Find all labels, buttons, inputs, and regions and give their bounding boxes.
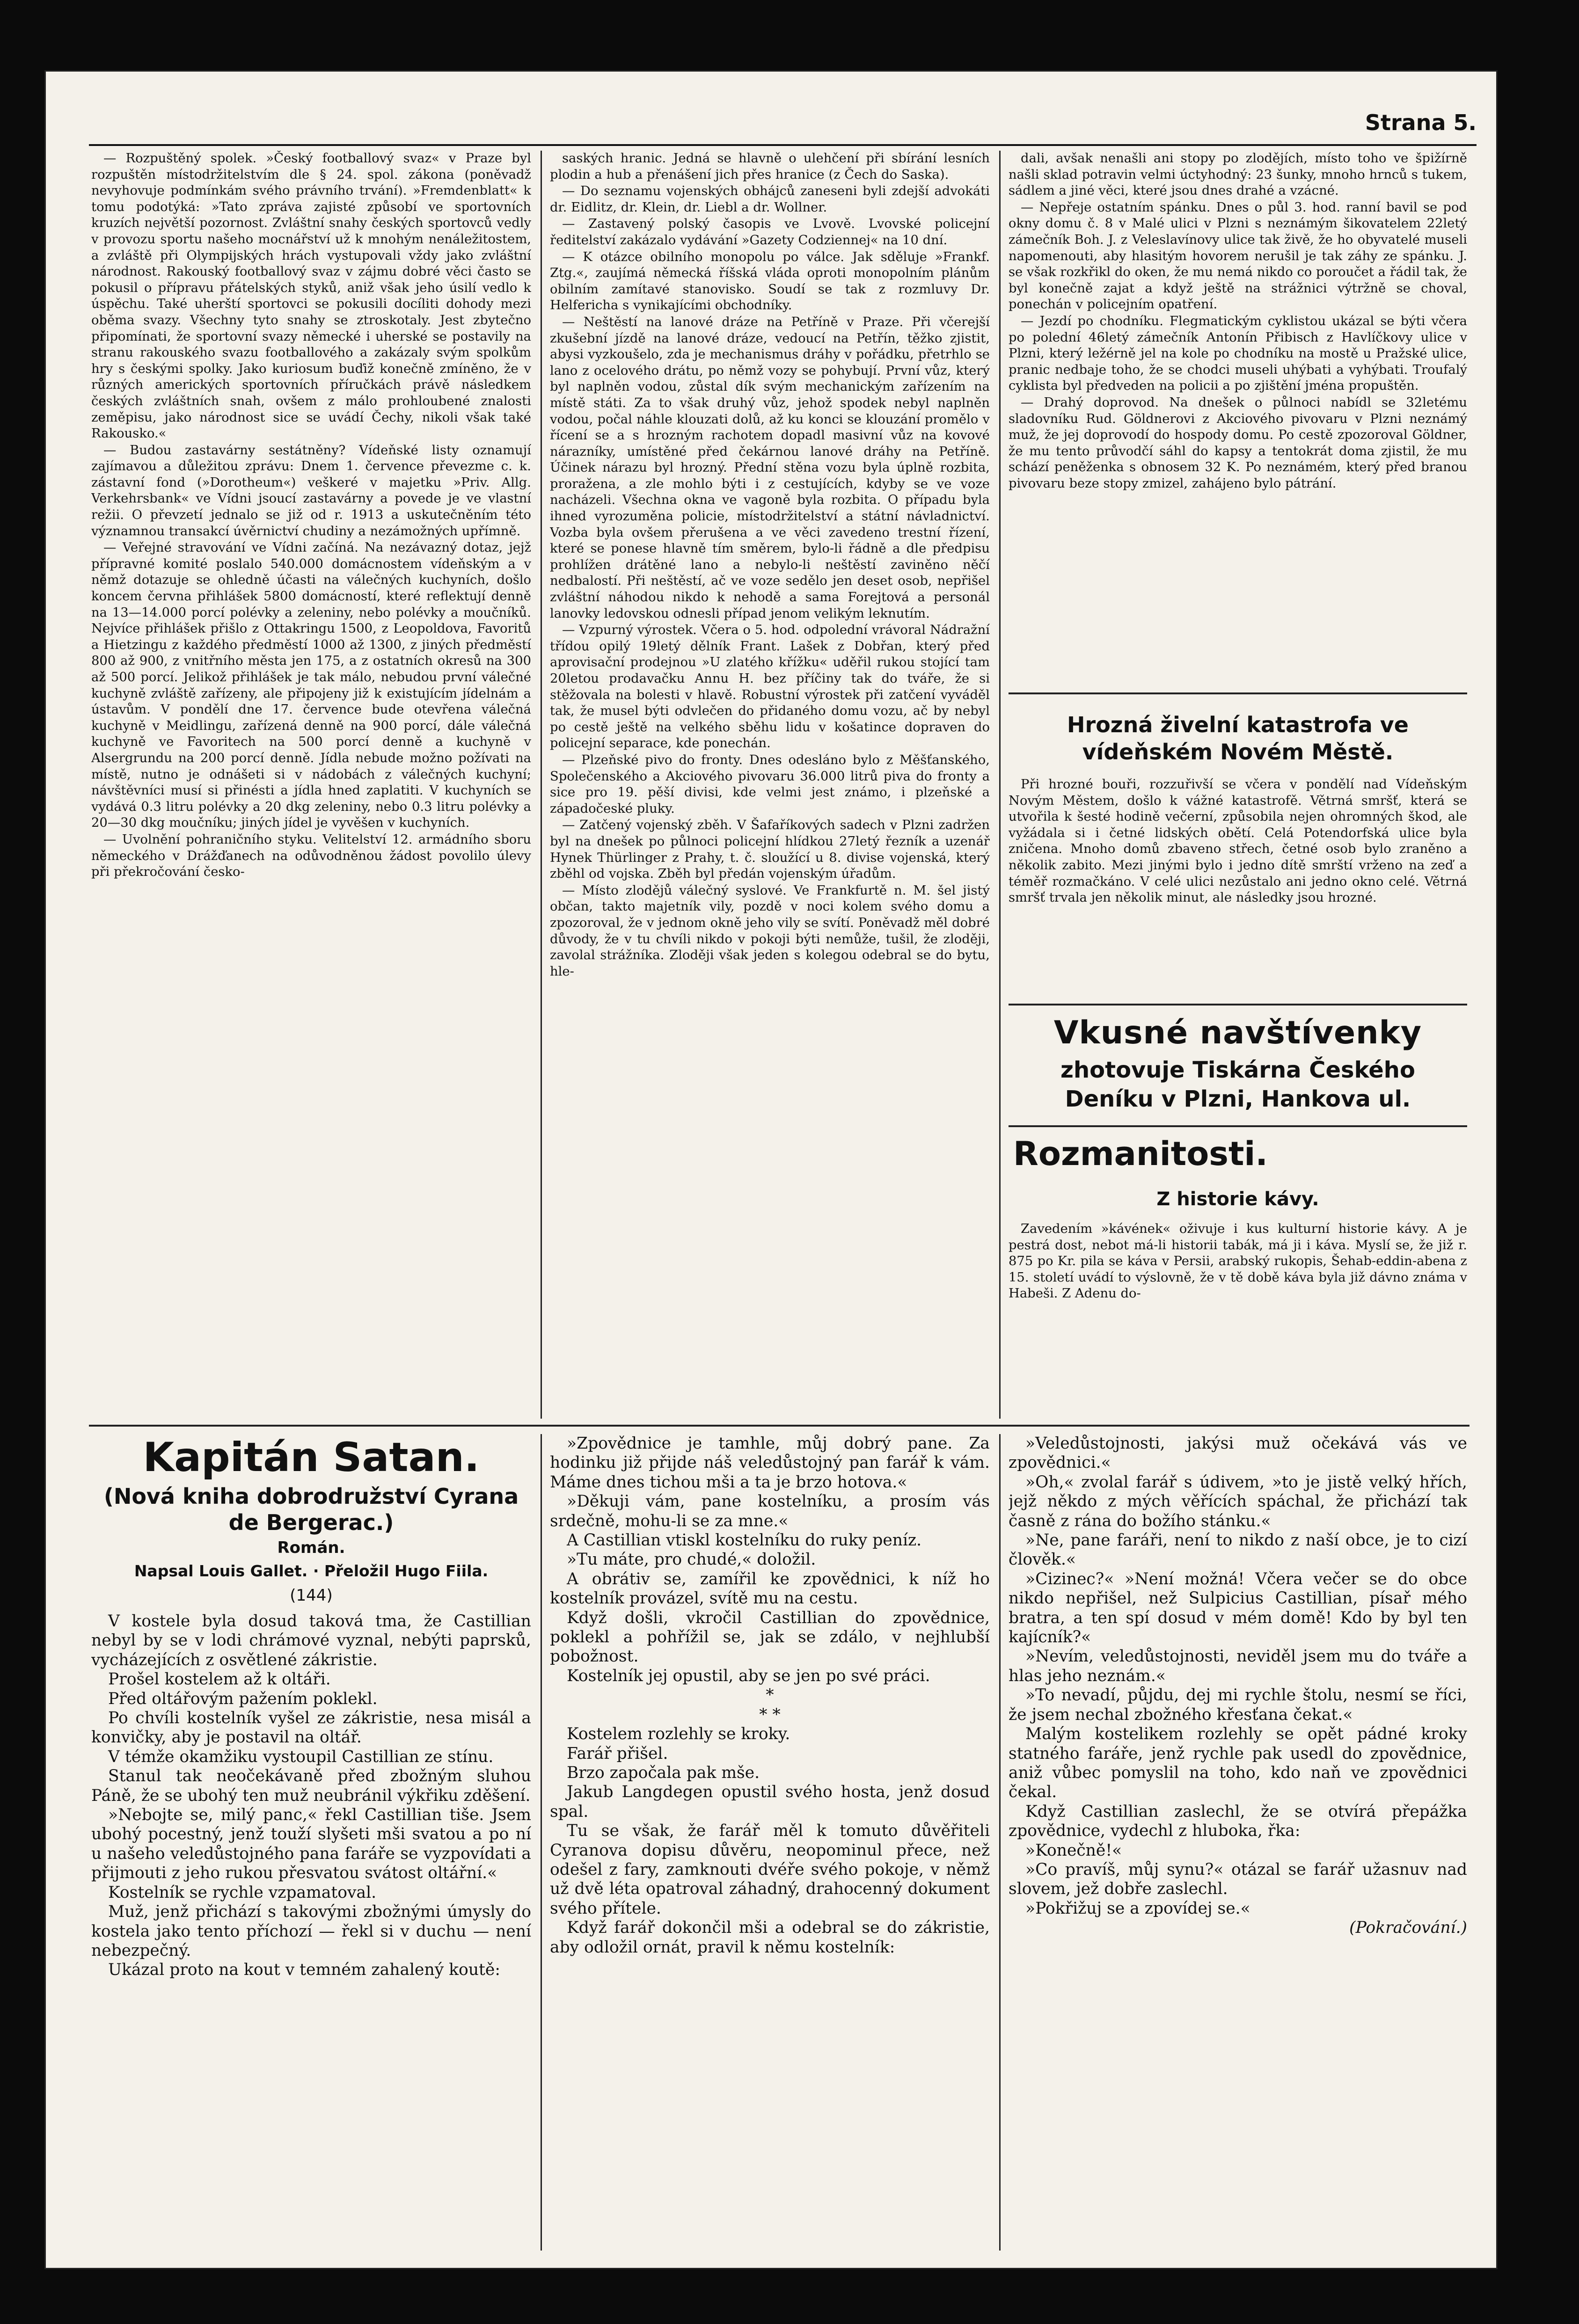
paragraph: Malým kostelikem rozlehly se opět pádné kroky statného faráře, jenž rychle pak usedl do zpovědnice, aniž vůbec pomyslil na toho, kdo naň ve zpovědnici čekal.: [1009, 1725, 1467, 1802]
paragraph: — Nepřeje ostatním spánku. Dnes o půl 3. hod. ranní bavil se pod okny domu č. 8 v Malé ulici v Plzni s neznámým šikovatelem 22letý zámečník Boh. J. z Veleslavínovy ulice tak živě, že ho obyvatelé museli napomenouti, aby hlasitým hovorem nerušil je tak záhy ze spánku. J. se však rozkřikl do oken, že mu nemá nikdo co poroučet a řádil tak, že byl konečně zajat a když ještě na strážnici výtržně se choval, ponechán v policejním opatření.: [1009, 200, 1467, 312]
section-rule: [89, 1425, 1469, 1427]
printing-advertisement: [1009, 1011, 1467, 1114]
paragraph: »Co pravíš, můj synu?« otázal se farář užasnuv nad slovem, jež dobře zaslechl.: [1009, 1860, 1467, 1899]
rozmanitosti-subheading: Z historie kávy.: [1156, 1188, 1319, 1210]
paragraph: saských hranic. Jedná se hlavně o ulehčení při sbírání lesních plodin a hub a přenášení jich přes hranice (z Čech do Saska).: [550, 151, 990, 182]
column-divider: [999, 151, 1001, 1419]
paragraph: V témže okamžiku vystoupil Castillian ze stínu.: [108, 1747, 494, 1766]
storm-headline: Hrozná živelní katastrofa ve vídeňském Novém Městě.: [1067, 712, 1409, 765]
paragraph: Když Castillian zaslechl, že se otvírá přepážka zpovědnice, vydechl z hluboka, řka:: [1009, 1802, 1467, 1841]
column-divider: [541, 151, 542, 1419]
paragraph: V kostele byla dosud taková tma, že Castillian nebyl by se v lodi chrámové vyznal, nebýti paprsků, vycházejících z osvětlené zákristie.: [91, 1612, 531, 1669]
paragraph: Ukázal proto na kout v temném zahalený koutě:: [108, 1960, 500, 1980]
paragraph: — Místo zlodějů válečný syslové. Ve Frankfurtě n. M. šel jistý občan, takto majetník vily, pozdě v noci kolem svého domu a zpozoroval, že v jednom okně jeho vily se svítí. Poněvadž měl dobré důvody, že v tu chvíli nikdo v pokoji býti nemůže, tušil, že zloději, zavolal strážníka. Zloději však jeden s kolegou odebral se do bytu, hle-: [550, 883, 990, 979]
paragraph: »Děkuji vám, pane kostelníku, a prosím vás srdečně, mohu-li se za mne.«: [550, 1492, 990, 1530]
serial-part: (144): [290, 1586, 333, 1605]
paragraph: — Uvolnění pohraničního styku. Velitelství 12. armádního sboru německého v Drážďanech na odůvodněnou žádost povolilo úlevy při překročování česko-: [91, 832, 531, 880]
column-divider: [541, 1434, 542, 2251]
paragraph: — Budou zastavárny sestátněny? Vídeňské listy oznamují zajímavou a důležitou zprávu: Dnem 1. července převezme c. k. zástavní fond (»Dorotheum«) veškeré v majetku »Priv. Allg. Verkehrsbank« ve Vídni jsoucí zastavárny a povede je ve vlastní režii. O převzetí jednalo se již od r. 1913 a uskutečněním této významnou transakcí úvěrnictví chudiny a nezámožných upřímně.: [91, 443, 531, 539]
paragraph: — K otázce obilního monopolu po válce. Jak sděluje »Frankf. Ztg.«, zaujímá německá říšská vláda oproti monopolním plánům obilním zamítavé stanovisko. Soudí se tak z rozmluvy Dr. Helfericha s vynikajícími obchodníky.: [550, 249, 990, 313]
paragraph: (Pokračování.): [1349, 1918, 1467, 1938]
paragraph: Po chvíli kostelník vyšel ze zákristie, nesa misál a konvičky, aby je postavil na oltář.: [91, 1709, 531, 1747]
paragraph: A obrátiv se, zamířil ke zpovědnici, k níž ho kostelník provázel, svítě mu na cestu.: [550, 1569, 990, 1608]
ad-line: Deníku v Plzni, Hankova ul.: [1065, 1086, 1411, 1112]
paragraph: — Zastavený polský časopis ve Lvově. Lvovské policejní ředitelství zakázalo vydávání »Gazety Codziennej« na 10 dní.: [550, 217, 990, 248]
paragraph: — Drahý doprovod. Na dnešek o půlnoci nabídl se 32letému sladovníku Rud. Göldnerovi z Akciového pivovaru v Plzni neznámý muž, že jej doprovodí do hospody domu. Po cestě zpozoroval Göldner, že mu tento průvodčí sáhl do kapsy a tentokrát doma zjistil, že mu schází peněženka s obnosem 32 K. Po neznámém, který před branou pivovaru beze stopy zmizel, zahájeno bylo pátrání.: [1009, 395, 1467, 491]
section-rule: [1009, 692, 1467, 694]
paragraph: — Rozpuštěný spolek. »Český footballový svaz« v Praze byl rozpuštěn místodržitelstvím dle § 24. spol. zákona (poněvadž nevyhovuje podmínkám svého právního trvání). »Fremdenblatt« k tomu podotýká: »Tato zpráva zajisté způsobí ve sportovních kruzích největší pozornost. Zvláštní snahy českých sportovců vedly v provozu sportu našeho mocnářství už k mnohým nenáležitostem, a zvláště při Olympijských hrách vystupovali vždy jako zvláštní národnost. Rakouský footballový svaz v zájmu dobré věci často se pokusil o přípravu přátelských styků, aniž však jeho úsilí vedlo k úspěchu. Také uherští sportovci se pokusili docíliti dohody mezi oběma svazy. Všechny tyto snahy se ztroskotaly. Jest zbytečno připomínati, že sportovní svazy německé i uherské se postavily na stranu rakouského svazu footballového a zakázaly svým spolkům hry s českými spolky. Jako kuriosum buďiž konečně zmíněno, že v různých amerických sportovních příručkách právě následkem českých zvláštních snah, ovšem z málo prohloubené znalosti zeměpisu, jako národnost sice se uvádí Čechy, nikoli však také Rakousko.«: [91, 151, 531, 441]
paragraph: Kostelem rozlehly se kroky.: [567, 1725, 790, 1744]
paragraph: »Oh,« zvolal farář s údivem, »to je jistě velký hřích, jejž někdo z mých věřících spáchal, že přichází tak časně z rána do božího stánku.«: [1009, 1472, 1467, 1530]
paragraph: Při hrozné bouři, rozzuřivší se včera v pondělí nad Vídeňským Novým Městem, došlo k vážné katastrofě. Větrná smršť, která se utvořila k šesté hodině večerní, způsobila nejen ohromných škod, ale vyžádala si i četné lidských obětí. Celá Potendorfská ulice byla zničena. Mnoho domů zbaveno střech, četné osob bylo zraněno a několik zabito. Mezi jinými bylo i jedno dítě smrští vrženo na zeď a téměř rozmačkáno. V celé ulici nezůstalo ani jedno okno celé. Větrná smršť trvala jen několik minut, ale následky jsou hrozné.: [1009, 777, 1467, 905]
paragraph: Stanul tak neočekávaně před zbožným sluhou Páně, že se ubohý ten muž neubránil výkřiku zděšení.: [91, 1767, 531, 1805]
paragraph: A Castillian vtiskl kostelníku do ruky peníz.: [567, 1531, 922, 1550]
serial-subtitle: de Bergerac.): [228, 1510, 394, 1535]
section-rule: [1009, 1004, 1467, 1005]
storm-article: [1009, 777, 1467, 992]
header-rule: [89, 144, 1477, 146]
ad-headline: Vkusné navštívenky: [1053, 1014, 1422, 1051]
paragraph: Jakub Langdegen opustil svého hosta, jenž dosud spal.: [550, 1783, 990, 1821]
paragraph: Před oltářovým pažením poklekl.: [108, 1689, 378, 1708]
serial-column-1: [91, 1612, 531, 2251]
paragraph: Prošel kostelem až k oltáři.: [108, 1670, 331, 1689]
page-number: Strana 5.: [1365, 110, 1477, 135]
paragraph: »Pokřižuj se a zpovídej se.«: [1025, 1899, 1250, 1918]
paragraph: dali, avšak nenašli ani stopy po zlodějích, místo toho ve špižírně našli sklad potravin velmi úctyhodný: 23 šunky, mnoho hrnců s tukem, sádlem a jiné věci, které jsou dnes drahé a vzácné.: [1009, 151, 1467, 198]
paragraph: »Tu máte, pro chudé,« doložil.: [567, 1550, 816, 1569]
paragraph: »Ne, pane faráři, není to nikdo z naší obce, je to cizí člověk.«: [1009, 1531, 1467, 1569]
paragraph: *: [766, 1686, 774, 1705]
paragraph: Muž, jenž přichází s takovými zbožnými úmysly do kostela jako tento příchozí — řekl si v duchu — není nebezpečný.: [91, 1902, 531, 1960]
paragraph: »Nebojte se, milý panc,« řekl Castillian tiše. Jsem ubohý pocestný, jenž touží slyšeti mši svatou a po ní u našeho veledůstojného pana faráře se vyzpovídati a přijmouti z jeho rukou přesvatou svátost oltářní.«: [91, 1806, 531, 1883]
paragraph: — Jezdí po chodníku. Flegmatickým cyklistou ukázal se býti včera po polední 46letý zámečník Antonín Přibisch z Havlíčkovy ulice v Plzni, který ležérně jel na kole po chodníku na mostě u Pražské ulice, pranic nedbaje toho, že se chodci museli uhýbati a vyhýbati. Troufalý cyklista byl předveden na policii a po zjištění jména propuštěn.: [1009, 313, 1467, 393]
column-divider: [999, 1434, 1001, 2251]
serial-genre: Román.: [277, 1538, 345, 1557]
paragraph: Farář přišel.: [567, 1744, 668, 1763]
newspaper-page: [44, 70, 1498, 2269]
paragraph: — Veřejné stravování ve Vídni začíná. Na nezávazný dotaz, jejž přípravné komité poslalo 540.000 domácnostem vídeňským a v němž dotazuje se ohledně účasti na válečných kuchyních, došlo koncem června přihlášek 5800 domácností, které reflektují denně na 13—14.000 porcí polévky a zeleniny, nebo polévky a moučníků. Nejvíce přihlášek přišlo z Ottakringu 1500, z Leopoldova, Favoritů a Hietzingu z každého předměstí 1000 až 1300, z jiných předměstí 800 až 900, z vnitřního města jen 175, a z ostatních okresů na 300 až 500 porcí. Jelikož přihlášek je tak málo, nebudou první válečné kuchyně zvláště zařízeny, ale připojeny již k existujícím jídelnám a ústavům. V pondělí dne 17. července bude otevřena válečná kuchyně v Meidlingu, zařízená denně na 900 porcí, dále válečná kuchyně ve Favoritech na 500 porcí denně a kuchyně v Alsergrundu na 200 porcí denně. Jídla nebude možno požívati na místě, nutno je odnášeti si v nádobách z válečných kuchyní; návštěvníci musí si přinésti a jídla hned zaplatiti. V kuchyních se vydává 0.3 litru polévky a 20 dkg zeleniny, nebo 0.3 litru polévky a 20—30 dkg moučníku; jiných jídel je vyvěšen v kuchyních.: [91, 540, 531, 831]
paragraph: Brzo započala pak mše.: [567, 1763, 760, 1782]
ad-line: zhotovuje Tiskárna Českého: [1060, 1057, 1415, 1083]
paragraph: Tu se však, že farář měl k tomuto důvěřiteli Cyranova dopisu důvěru, neopominul přece, než odešel z fary, zamknouti dvéře svého pokoje, v němž už dvě léta opatroval záhadný, drahocenný dokument svého přítele.: [550, 1821, 990, 1918]
rozmanitosti-text: Zavedením »kávének« oživuje i kus kulturní historie kávy. A je pestrá dost, nebot má-li historii tabák, má ji i káva. Myslí se, že již r. 875 po Kr. pila se káva v Persii, arabský rukopis, Šehab-eddin-abena z 15. století uvádí to výslovně, že v tě době káva byla již dávno známa v Habeši. Z Adenu do-: [1009, 1222, 1467, 1301]
serial-subtitle: (Nová kniha dobrodružství Cyrana: [103, 1484, 519, 1509]
paragraph: »Zpovědnice je tamhle, můj dobrý pane. Za hodinku již přijde náš veledůstojný pan farář k vám. Máme dnes tichou mši a ta je brzo hotova.«: [550, 1434, 990, 1492]
section-rule: [1009, 1125, 1467, 1127]
paragraph: »Cizinec?« »Není možná! Včera večer se do obce nikdo nepřišel, než Sulpicius Castillian, písař mého bratra, a ten spí dosud v mém domě! Kdo by byl ten kajícník?«: [1009, 1569, 1467, 1647]
paragraph: — Neštěstí na lanové dráze na Petříně v Praze. Při včerejší zkušební jízdě na lanové dráze, vedoucí na Petřín, těžko zjistit, abysi vyzkoušelo, zda je mechanismus dráhy v pořádku, přetrhlo se lano z ocelového drátu, po němž vozy se pohybují. První vůz, který byl naplněn vodou, zůstal dík svým mechanickým zařízením na místě státi. Za to však druhý vůz, jehož spodek nebyl naplněn vodou, počal náhle klouzati dolů, až ku konci se klouzání promělo v řícení se a s hrozným rachotem dopadl masivní vůz na kovové nárazníky, umístěné před čekárnou lanové dráhy na Petříně. Účinek nárazu byl hrozný. Přední stěna vozu byla úplně rozbita, proražena, a zle mohlo býti i z cestujících, kdyby se ve voze nacházeli. Všechna okna ve vagoně byla rozbita. O případu byla ihned vyrozuměna policie, místodržitelství a státní návladnictví. Vozba byla ovšem přerušena a ve věci zavedeno trestní řízení, které se ponese hlavně tím směrem, bylo-li řádně a dle předpisu prohlížen drátěné lano a nebylo-li neštěstí zaviněno něčí nedbalostí. Při neštěstí, ač ve voze sedělo jen deset osob, nepřišel zvláštní náhodou nikdo k nehodě a sama Forejtová a personál lanovky ledovskou odnesli případ jenom velikým leknutím.: [550, 314, 990, 621]
paragraph: * *: [759, 1705, 781, 1724]
serial-title: Kapitán Satan.: [143, 1434, 480, 1481]
paragraph: »Veledůstojnosti, jakýsi muž očekává vás ve zpovědnici.«: [1009, 1434, 1467, 1472]
serial-column-2: [550, 1434, 990, 2251]
serial-column-3: [1009, 1434, 1467, 2251]
paragraph: Kostelník se rychle vzpamatoval.: [108, 1883, 377, 1902]
paragraph: Když farář dokončil mši a odebral se do zákristie, aby odložil ornát, pravil k němu kostelník:: [550, 1918, 990, 1957]
paragraph: Kostelník jej opustil, aby se jen po své práci.: [567, 1666, 930, 1685]
paragraph: »Nevím, veledůstojnosti, neviděl jsem mu do tváře a hlas jeho neznám.«: [1009, 1647, 1467, 1685]
paragraph: — Do seznamu vojenských obhájců zaneseni byli zdejší advokáti dr. Eidlitz, dr. Klein, dr. Liebl a dr. Wollner.: [550, 184, 990, 215]
news-column-2: [550, 151, 990, 1419]
paragraph: »To nevadí, půjdu, dej mi rychle štolu, nesmí se říci, že jsem nechal zbožného křesťana čekat.«: [1009, 1686, 1467, 1724]
paragraph: — Vzpurný výrostek. Včera o 5. hod. odpolední vrávoral Nádražní třídou opilý 19letý dělník Frant. Lašek z Dobřan, který před aprovisační prodejnou »U zlatého křížku« uděřil rukou stojící tam 20letou prodavačku Annu H. bez příčiny tak do tváře, že si stěžovala na bolesti v hlavě. Robustní výrostek při zatčení vyváděl tak, že musel býti odvlečen do přidaného domu vozu, ač by nebyl po cestě ještě na velkého sběhu lidu v košatince dopraven do policejní separace, kde ponechán.: [550, 623, 990, 751]
paragraph: Když došli, vkročil Castillian do zpovědnice, poklekl a pohřížil se, jak se zdálo, v nejhlubší pobožnost.: [550, 1608, 990, 1666]
paragraph: — Zatčený vojenský zběh. V Šafaříkových sadech v Plzni zadržen byl na dnešek po půlnoci policejní hlídkou 27letý řezník a uzenář Hynek Thürlinger z Prahy, t. č. sloužící u 8. divise vojenská, který zběhl od vojska. Zběh byl předán vojenským úřadům.: [550, 818, 990, 882]
news-column-1: [91, 151, 531, 1419]
paragraph: — Plzeňské pivo do fronty. Dnes odesláno bylo z Měšťanského, Společenského a Akciového pivovaru 36.000 litrů piva do fronty a sice pro 19. pěší divisi, kde velmi jest známo, i plzeňské a západočeské pluky.: [550, 752, 990, 816]
rozmanitosti-heading: Rozmanitosti.: [1013, 1135, 1268, 1173]
news-column-3: [1009, 151, 1467, 679]
paragraph: »Konečně!«: [1025, 1841, 1122, 1860]
serial-byline: Napsal Louis Gallet. · Přeložil Hugo Fiila.: [134, 1562, 489, 1580]
